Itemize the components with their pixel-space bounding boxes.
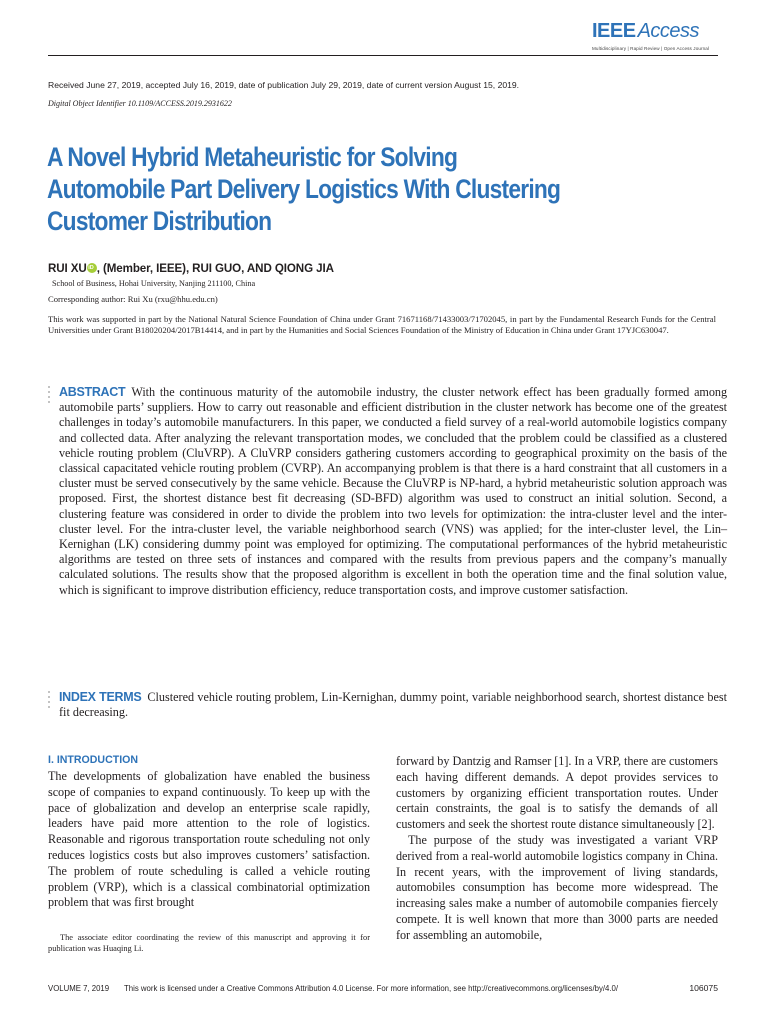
doi-line: Digital Object Identifier 10.1109/ACCESS.2019.2931622 [48, 99, 232, 108]
other-authors: , (Member, IEEE), RUI GUO, AND QIONG JIA [96, 262, 334, 275]
logo-tagline: Multidisciplinary | Rapid Review | Open Access Journal [592, 46, 710, 51]
intro-left-column: The developments of globalization have enabled the business scope of companies to expand continuously. To keep up with the pace of globalization and develop an enterprise scale rapidly, leaders have paid more attention to the role of logistics. Reasonable and rigorous transportation route scheduling not only reduces logistics costs but also improves customers’ satisfaction. The problem of route scheduling is called a vehicle routing problem (VRP), which is a classical combinatorial optimization problem that was first brought [48, 769, 370, 910]
intro-paragraph-2: The purpose of the study was investigated a variant VRP derived from a real-world automobile logistics company in China. In recent years, with the improvement of living standards, automobiles consumption has become more widespread. The increasing sales make a number of automobile companies fiercely compete. It is well known that more than 3000 parts are needed for assembling an automobile, [396, 832, 718, 942]
intro-paragraph-1: forward by Dantzig and Ramser [1]. In a VRP, there are customers each having different demands. A depot provides services to customers by organizing efficient transportation routes. Under certain constraints, the goal is to satisfy the demands of all customers and seek the shortest route distance simultaneously [2]. [396, 754, 718, 832]
editor-footnote: The associate editor coordinating the review of this manuscript and approving it for publication was Huaqing Li. [48, 933, 370, 953]
received-dates: Received June 27, 2019, accepted July 16, 2019, date of publication July 29, 2019, date of current version August 15, 2019. [48, 80, 520, 90]
logo-ieee-text: IEEE [592, 20, 636, 42]
index-terms-label: INDEX TERMS [59, 690, 142, 704]
journal-logo [592, 20, 716, 43]
footer-license[interactable]: This work is licensed under a Creative Commons Attribution 4.0 License. For more information, see http://creativecommons.org/licenses/by/4.0/ [124, 984, 619, 993]
abstract-label: ABSTRACT [59, 385, 126, 399]
corresponding-author: Corresponding author: Rui Xu (rxu@hhu.edu.cn) [48, 294, 218, 304]
abstract [59, 385, 727, 598]
index-terms [59, 690, 727, 721]
footer-volume: VOLUME 7, 2019 [48, 984, 110, 993]
affiliation: School of Business, Hohai University, Nanjing 211100, China [52, 279, 256, 288]
abstract-marker-icon [48, 386, 52, 406]
header-rule [48, 55, 718, 56]
section-heading: I. INTRODUCTION [48, 754, 139, 766]
intro-right-column [396, 754, 718, 944]
index-terms-marker-icon [48, 691, 52, 711]
page-number: 106075 [689, 983, 718, 993]
logo-access-text: Access [637, 20, 700, 42]
paper-title: A Novel Hybrid Metaheuristic for Solving Automobile Part Delivery Logistics With Clustering Customer Distribution [47, 142, 561, 236]
index-terms-text: Clustered vehicle routing problem, Lin-Kernighan, dummy point, variable neighborhood search, shortest distance best fit decreasing. [59, 690, 728, 720]
orcid-icon[interactable] [87, 263, 97, 273]
funding-statement: This work was supported in part by the National Natural Science Foundation of China under Grant 71671168/71433003/71702045, in part by the Fundamental Research Funds for the Central Universities under Grant B18020204/2017B14414, and in part by the Humanities and Social Sciences Foundation of the Ministry of Education in China under Grant 17YJC630047. [48, 314, 716, 336]
abstract-text: With the continuous maturity of the automobile industry, the cluster network effect has been gradually formed among automobile parts’ suppliers. How to carry out reasonable and efficient distribution in the cluster network has become one of the greatest challenges in today’s automobile manufacturers. In this paper, we conducted a field survey of a real-world automobile logistics company and collected data. After analyzing the relevant transportation modes, we concluded that the problem could be classified as a clustered vehicle routing problem (CluVRP). A CluVRP considers gathering customers according to geographical proximity on the basis of the classical capacitated vehicle routing problem (CVRP). An accompanying problem is that there is a hard constraint that all customers in a cluster must be served consecutively by the same vehicle. Because the CluVRP is NP-hard, a hybrid metaheuristic solution approach was proposed. First, the shortest distance best fit decreasing (SD-BFD) algorithm was used to construct an initial solution. Second, a clustering feature was considered in order to divide the problem into two levels for optimization: the intra-cluster level and the inter-cluster level. For the intra-cluster level, the variable neighborhood search (VNS) was applied; for the inter-cluster level, the Lin–Kernighan (LK) considering dummy point was employed for optimizing. The computational performances of the hybrid metaheuristic algorithms are tested on three sets of instances and compared with the results from previous papers and the company’s manually calculated solutions. The results show that the proposed algorithm is excellent in both the operation time and the final solution value, which is significant to improve distribution efficiency, reduce transportation costs, and improve customer satisfaction. [59, 385, 727, 597]
author-line [48, 262, 334, 275]
first-author: RUI XU [48, 262, 87, 275]
